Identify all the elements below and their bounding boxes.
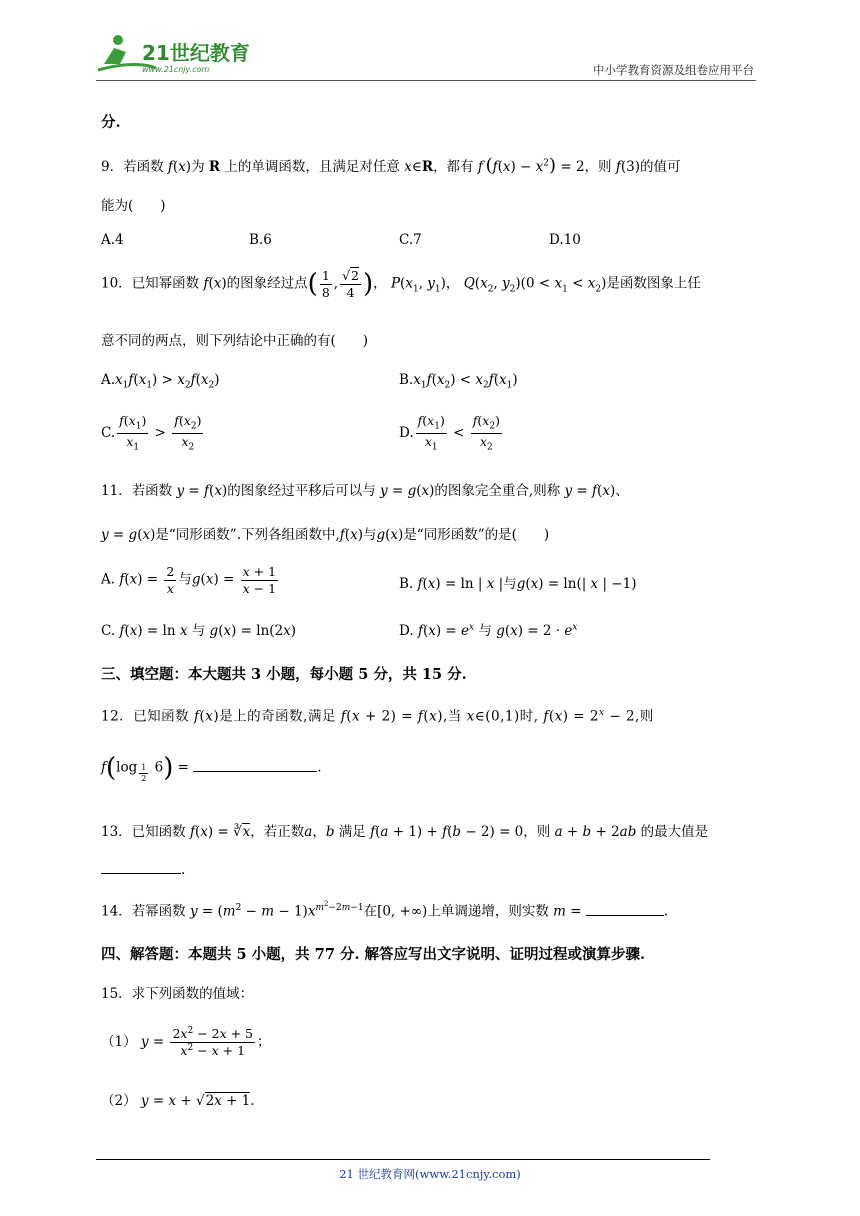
q10-line2: 意不同的两点，则下列结论中正确的有( ) (101, 333, 369, 349)
q13-line1: 13．已知函数 f(x) = ∛x，若正数a，b 满足 f(a + 1) + f(b − 2) = 0，则 a + b + 2ab 的最大值是 (101, 824, 709, 840)
footer-text: 21 世纪教育网(www.21cnjy.com) (339, 1167, 521, 1181)
q9-option-d: D.10 (549, 232, 581, 248)
header-divider (96, 80, 756, 81)
q14-line1: 14．若幂函数 $y = (m^2 - m - 1)x^{m^2-2m-1}$在[0, +∞)上单调递增，则实数 m = . (101, 900, 669, 920)
top-fragment: 分. (101, 114, 121, 131)
q15-part2: （2） y = x + √2x + 1. (101, 1093, 255, 1109)
footer-divider (96, 1159, 710, 1160)
q12-line2: f(log $_{\frac{1}{2}}$ 6) = . (101, 753, 322, 783)
q12-line1: 12．已知函数 f(x)是上的奇函数,满足 f(x + 2) = f(x),当 x∈(0,1)时, $f(x) = 2^x - 2$,则 (101, 708, 654, 725)
q15-part1: （1） y = $\frac{2x^2 - 2x + 5}{x^2 - x + 1}$ ； (101, 1026, 271, 1058)
q11-option-b: B. f(x) = ln | x |与g(x) = ln(| x | −1) (399, 576, 637, 592)
q13-line2: . (101, 862, 185, 878)
site-logo (96, 30, 266, 76)
q10-option-b: $B.x_1f(x_2) < x_2f(x_1)$ (399, 372, 518, 391)
q10-option-a: $A.x_1f(x_1) > x_2f(x_2)$ (101, 372, 220, 391)
q10-option-d: D. $\frac{f(x_1)}{x_1}$ < $\frac{f(x_2)}{x_2}$ (399, 413, 500, 453)
q11-line1: 11．若函数 y = f(x)的图象经过平移后可以与 y = g(x)的图象完全重合,则称 y = f(x)、 (101, 483, 629, 499)
logo-text: 21世纪教育 (142, 41, 250, 65)
q9-option-a: A.4 (101, 232, 124, 248)
q11-option-c: C. f(x) = ln x 与 g(x) = ln(2x) (101, 623, 297, 639)
q10-line1: 10．已知幂函数 f(x)的图象经过点( $\frac{1}{8}$ , $\frac{√2}{4}$ )， $P(x_1$, $y_1$)， $Q(x_2$, $y_2)(0 < x_1 < x_2)$是函数图象上任 (101, 268, 701, 300)
q11-option-d: D. $f(x) = e^x$ 与 $g(x) = 2 \cdot e^x$ (399, 622, 578, 639)
q9-line1: 9．若函数 f(x)为 R 上的单调函数，且满足对任意 x∈R，都有 f $(f(x) - x^2) = 2$，则 f(3)的值可 (101, 155, 681, 176)
logo-url: www.21cnjy.com (142, 65, 210, 74)
q11-line2: y = g(x)是“同形函数”.下列各组函数中,f(x)与g(x)是“同形函数”的是( ) (101, 527, 550, 543)
q9-option-b: B.6 (249, 232, 272, 248)
q11-option-a: A. f(x) = $\frac{2}{x}$ 与g(x) = $\frac{x + 1}{x - 1}$ (101, 564, 277, 596)
q15-intro: 15．求下列函数的值域： (101, 986, 254, 1002)
section-3-heading: 三、填空题：本大题共 3 小题，每小题 5 分，共 15 分. (101, 666, 467, 683)
site-title: 中小学教育资源及组卷应用平台 (593, 63, 754, 77)
q10-option-c: C. $\frac{f(x_1)}{x_1}$ > $\frac{f(x_2)}{x_2}$ (101, 413, 202, 453)
section-4-heading: 四、解答题：本题共 5 小题，共 77 分. 解答应写出文字说明、证明过程或演算步骤. (101, 946, 646, 963)
q9-option-c: C.7 (399, 232, 422, 248)
q9-line2: 能为( ) (101, 198, 166, 214)
